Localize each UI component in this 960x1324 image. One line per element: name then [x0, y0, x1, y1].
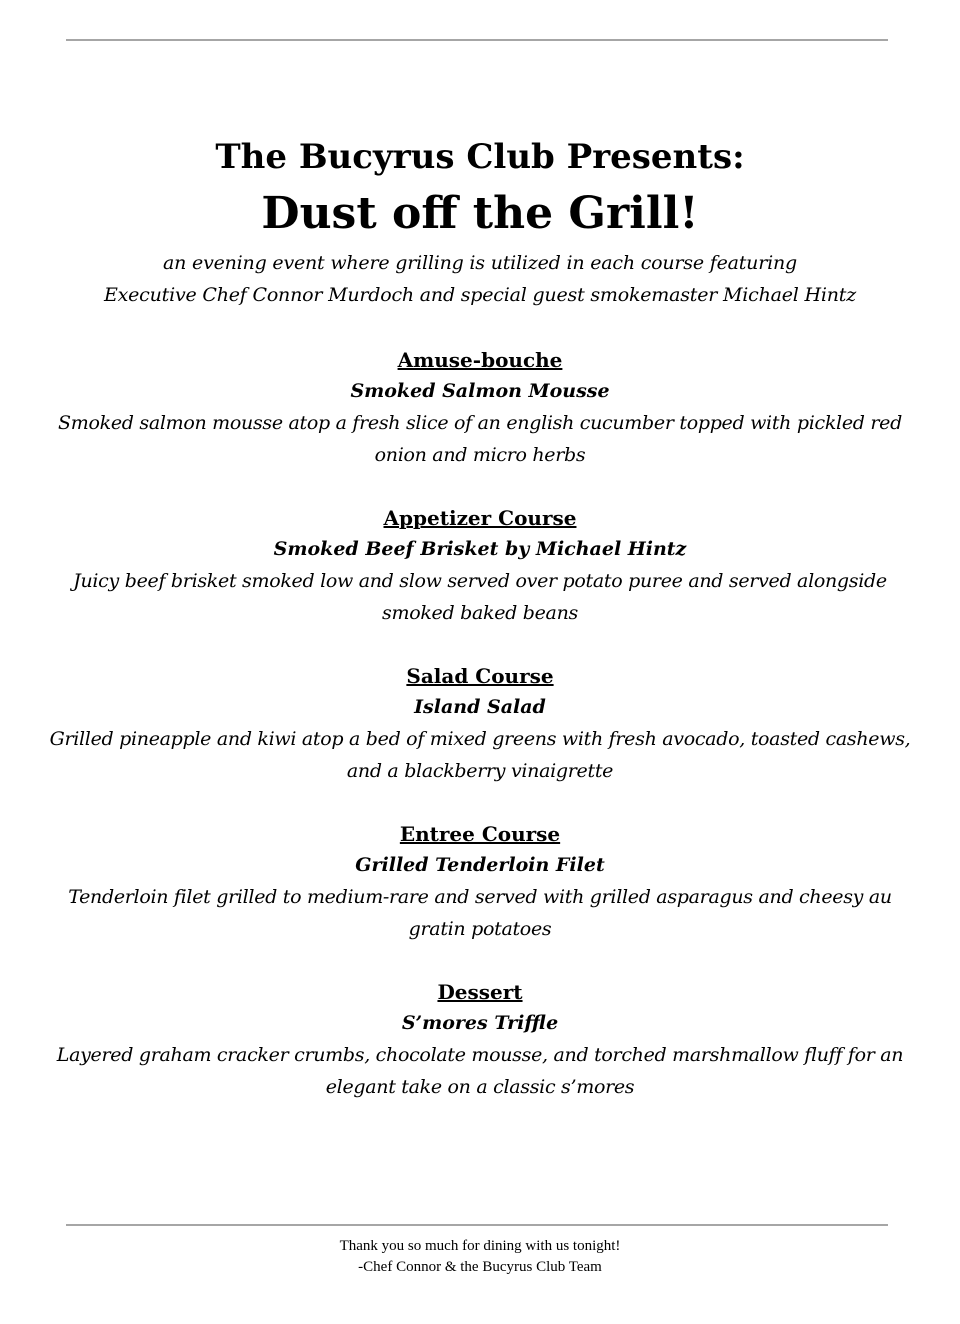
footer [40, 1236, 920, 1278]
dish-name: Grilled Tenderloin Filet [355, 854, 605, 876]
event-subtitle-line-1: an evening event where grilling is utilized in each course featuring [163, 252, 797, 274]
course-name: Dessert [437, 980, 523, 1004]
course-appetizer [40, 502, 920, 629]
course-name: Entree Course [399, 822, 561, 846]
menu-document [40, 133, 920, 1134]
course-name: Salad Course [406, 664, 554, 688]
dish-name: S’mores Triffle [401, 1012, 559, 1034]
course-list [40, 344, 920, 1103]
dish-description: Tenderloin filet grilled to medium-rare and served with grilled asparagus and cheesy au gratin potatoes [68, 886, 892, 940]
course-dessert [40, 976, 920, 1103]
dish-description: Grilled pineapple and kiwi atop a bed of mixed greens with fresh avocado, toasted cashews, and a blackberry vinaigrette [49, 728, 911, 782]
course-salad [40, 660, 920, 787]
dish-name: Smoked Beef Brisket by Michael Hintz [273, 538, 687, 560]
event-title: Dust off the Grill! [261, 188, 699, 239]
bottom-divider [66, 1224, 888, 1226]
footer-signature: -Chef Connor & the Bucyrus Club Team [358, 1259, 602, 1275]
course-amuse-bouche [40, 344, 920, 471]
dish-description: Juicy beef brisket smoked low and slow served over potato puree and served alongside smoked baked beans [73, 570, 887, 624]
top-divider [66, 39, 888, 41]
course-entree [40, 818, 920, 945]
event-subtitle-line-2: Executive Chef Connor Murdoch and special guest smokemaster Michael Hintz [103, 284, 857, 306]
dish-description: Layered graham cracker crumbs, chocolate mousse, and torched marshmallow fluff for an elegant take on a classic s’mores [56, 1044, 904, 1098]
presents-heading: The Bucyrus Club Presents: [215, 137, 745, 177]
course-name: Appetizer Course [383, 506, 577, 530]
dish-name: Smoked Salmon Mousse [350, 380, 610, 402]
dish-name: Island Salad [414, 696, 546, 718]
course-name: Amuse-bouche [397, 348, 563, 372]
dish-description: Smoked salmon mousse atop a fresh slice of an english cucumber topped with pickled red onion and micro herbs [58, 412, 902, 466]
footer-thanks: Thank you so much for dining with us tonight! [339, 1238, 621, 1254]
